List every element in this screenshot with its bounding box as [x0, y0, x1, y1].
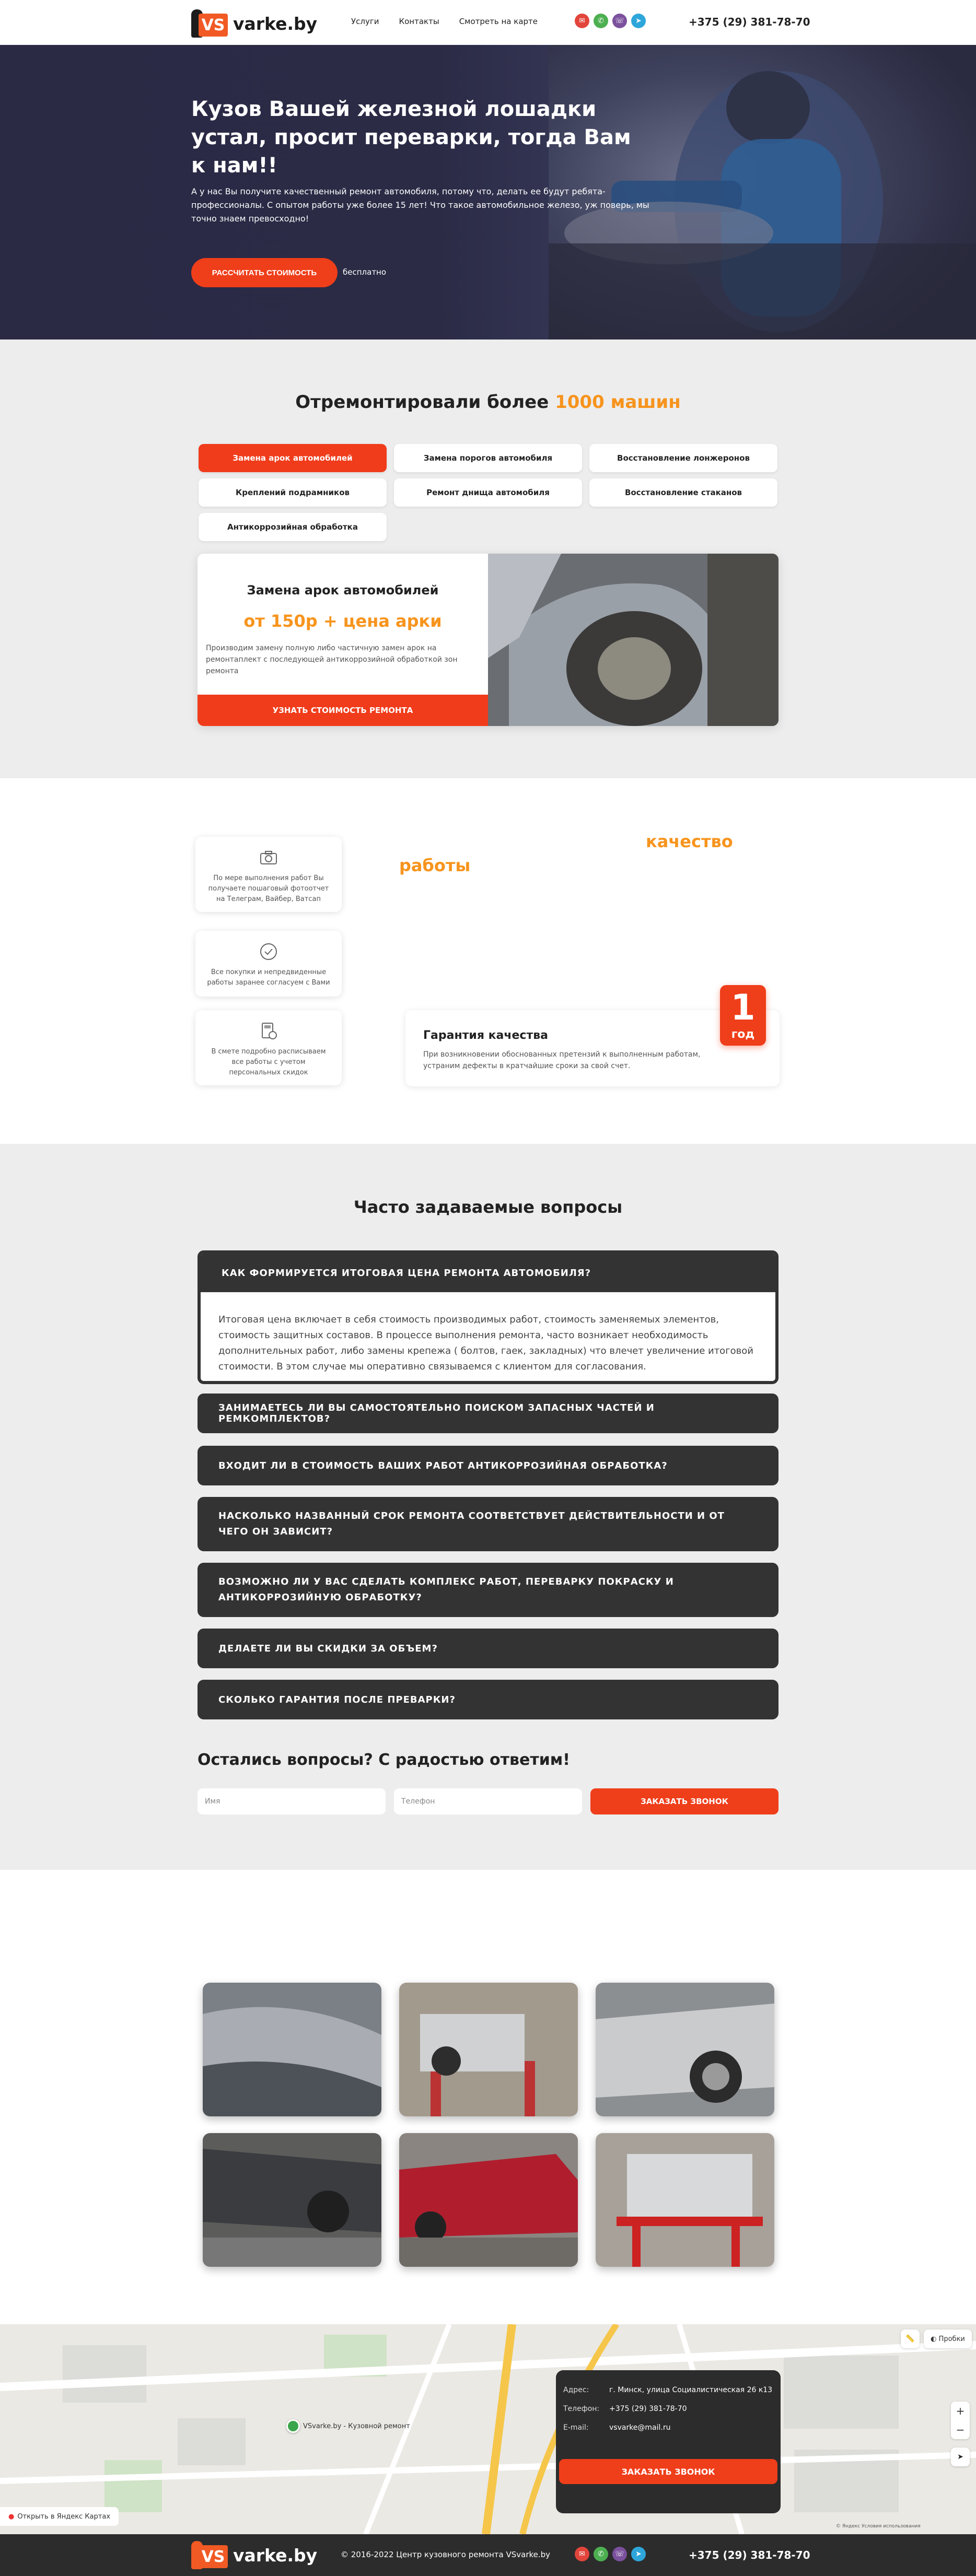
faq-answer: Итоговая цена включает в себя стоимость производимых работ, стоимость заменяемых элементов, стоимость защитных составов. В процессе выполнения ремонта, часто возникает необходимость дополнительных работ, либо замены крепежа ( болтов, гаек, закладных) что влечет увеличение итоговой стоимости. В этом случае мы оперативно связываемся с клиентом для согласования. — [218, 1314, 753, 1372]
telegram-icon[interactable]: ➤ — [631, 2547, 646, 2561]
footer-copyright: © 2016-2022 Центр кузовного ремонта VSvarke.by — [341, 2550, 551, 2559]
tab-spars[interactable]: Восстановление лонжеронов — [589, 444, 777, 472]
phone-input[interactable]: Телефон — [394, 1788, 582, 1814]
contact-email — [563, 2423, 671, 2432]
work-word: работы — [399, 856, 471, 875]
messenger-icons — [575, 14, 646, 28]
map-marker-icon: ● — [8, 2512, 15, 2521]
guarantee-title: Гарантия качества — [423, 1029, 548, 1042]
tab-floor[interactable]: Ремонт днища автомобиля — [394, 478, 582, 507]
site-footer — [0, 2534, 976, 2576]
map-section[interactable] — [0, 2324, 976, 2534]
faq-item[interactable]: ВХОДИТ ЛИ В СТОИМОСТЬ ВАШИХ РАБОТ АНТИКОРРОЗИЙНАЯ ОБРАБОТКА? — [197, 1446, 779, 1485]
gallery-photo[interactable] — [596, 1983, 774, 2116]
faq-item[interactable]: СКОЛЬКО ГАРАНТИЯ ПОСЛЕ ПРЕВАРКИ? — [197, 1680, 779, 1719]
logo[interactable] — [191, 9, 317, 38]
feature-card-agreement — [195, 931, 342, 997]
calculate-cost-button[interactable]: РАССЧИТАТЬ СТОИМОСТЬ — [191, 258, 338, 287]
gallery-photo[interactable] — [596, 2133, 774, 2267]
contact-phone — [563, 2405, 687, 2413]
request-call-button[interactable]: ЗАКАЗАТЬ ЗВОНОК — [590, 1788, 779, 1814]
gallery-section — [0, 1870, 976, 2324]
tab-sills[interactable]: Замена порогов автомобиля — [394, 444, 582, 472]
email-label: E-mail: — [563, 2423, 589, 2432]
features-section — [0, 778, 976, 1144]
footer-logo[interactable] — [191, 2541, 317, 2569]
services-title-main: Отремонтировали более — [295, 392, 555, 413]
guarantee-text: При возникновении обоснованных претензий к выполненным работам, устраним дефекты в кратчайшие сроки за свой счет. — [423, 1050, 701, 1070]
open-in-yandex-maps-link[interactable] — [0, 2507, 119, 2526]
logo-badge: VS — [199, 14, 228, 37]
zoom-control — [951, 2402, 970, 2439]
ruler-icon[interactable]: 📏 — [901, 2329, 920, 2348]
service-card — [197, 554, 779, 726]
faq-item[interactable]: НАСКОЛЬКО НАЗВАННЫЙ СРОК РЕМОНТА СООТВЕТСТВУЕТ ДЕЙСТВИТЕЛЬНОСТИ И ОТ ЧЕГО ОН ЗАВИСИТ? — [197, 1497, 779, 1551]
viber-icon[interactable]: ☏ — [612, 14, 627, 28]
services-title — [0, 392, 976, 413]
gallery-photo[interactable] — [203, 2133, 381, 2267]
feature-text: В смете подробно расписываем все работы с учетом персональных скидок — [211, 1048, 326, 1076]
faq-item[interactable]: ДЕЛАЕТЕ ЛИ ВЫ СКИДКИ ЗА ОБЪЕМ? — [197, 1629, 779, 1668]
traffic-icon: ◐ — [931, 2335, 937, 2343]
logo-text: varke.by — [233, 13, 318, 34]
site-header — [0, 0, 976, 45]
nav-contacts[interactable]: Контакты — [399, 17, 439, 26]
map-pin-label: VSvarke.by - Кузовной ремонт — [303, 2422, 410, 2430]
faq-title: Часто задаваемые вопросы — [353, 1197, 623, 1217]
gallery-photo[interactable] — [399, 1983, 578, 2116]
contact-address — [563, 2386, 772, 2394]
gallery-photo[interactable] — [203, 1983, 381, 2116]
tab-subframe[interactable]: Креплений подрамников — [199, 478, 387, 507]
nav-services[interactable]: Услуги — [351, 17, 379, 26]
find-repair-cost-button[interactable]: УЗНАТЬ СТОИМОСТЬ РЕМОНТА — [197, 695, 488, 726]
guarantee-years: 1 — [730, 987, 756, 1028]
feature-text: Все покупки и непредвиденные работы заранее согласуем с Вами — [207, 968, 330, 987]
hero-section — [0, 45, 976, 339]
zoom-in-icon[interactable]: + — [956, 2405, 965, 2417]
telegram-icon[interactable]: ➤ — [631, 14, 646, 28]
open-link-label: Открыть в Яндекс Картах — [17, 2512, 111, 2521]
traffic-label: Пробки — [938, 2335, 965, 2343]
faq-item-open — [197, 1250, 779, 1384]
feature-card-estimate — [195, 1010, 342, 1085]
tab-anticorrosion[interactable]: Антикоррозийная обработка — [199, 513, 387, 541]
viber-icon[interactable]: ☏ — [612, 2547, 627, 2561]
logo-mark — [191, 2541, 230, 2569]
traffic-button[interactable] — [924, 2329, 972, 2348]
faq-item[interactable]: ВОЗМОЖНО ЛИ У ВАС СДЕЛАТЬ КОМПЛЕКС РАБОТ, ПЕРЕВАРКУ ПОКРАСКУ И АНТИКОРРОЗИЙНУЮ ОБРАБОТКУ? — [197, 1563, 779, 1617]
map-copyright[interactable]: © Яндекс Условия использования — [836, 2524, 921, 2529]
services-section — [0, 339, 976, 778]
mail-icon[interactable]: ✉ — [575, 14, 589, 28]
map-request-call-button[interactable]: ЗАКАЗАТЬ ЗВОНОК — [559, 2459, 777, 2484]
calculator-icon — [259, 1022, 278, 1040]
main-nav — [351, 17, 538, 26]
service-card-title: Замена арок автомобилей — [247, 583, 439, 598]
feature-card-photo-report — [195, 837, 342, 912]
hero-title: Кузов Вашей железной лошадки устал, просит переварки, тогда Вам к нам!! — [191, 97, 631, 178]
tab-arches[interactable]: Замена арок автомобилей — [199, 444, 387, 472]
header-phone[interactable]: +375 (29) 381-78-70 — [689, 16, 810, 28]
zoom-out-icon[interactable]: − — [956, 2423, 965, 2436]
phone-value[interactable]: +375 (29) 381-78-70 — [609, 2405, 687, 2413]
logo-text: varke.by — [233, 2545, 318, 2566]
quality-word: качество — [646, 832, 733, 851]
nav-map[interactable]: Смотреть на карте — [459, 17, 538, 26]
feature-text: По мере выполнения работ Вы получаете пошаговый фотоотчет на Телеграм, Вайбер, Ватсап — [208, 874, 329, 903]
check-circle-icon — [259, 942, 278, 961]
map-pin-icon[interactable] — [286, 2419, 300, 2433]
service-card-photo — [488, 554, 779, 726]
map-canvas[interactable] — [0, 2324, 976, 2534]
address-label: Адрес: — [563, 2386, 589, 2394]
whatsapp-icon[interactable]: ✆ — [594, 2547, 608, 2561]
service-card-price: от 150р + цена арки — [243, 611, 442, 631]
hero-subtitle: А у нас Вы получите качественный ремонт автомобиля, потому что, делать ее будут ребята-профессионалы. С опытом работы уже более 15 лет! Что такое автомобильное железо, уж поверь, мы точно знаем превосходно! — [191, 186, 649, 224]
service-card-description: Производим замену полную либо частичную замен арок на ремонтаплект с последующей антикоррозийной обработкой зон ремонта — [206, 644, 458, 675]
logo-badge: VS — [199, 2545, 228, 2568]
geolocation-icon[interactable]: ➤ — [951, 2448, 970, 2466]
camera-icon — [259, 848, 278, 867]
mail-icon[interactable]: ✉ — [575, 2547, 589, 2561]
logo-mark — [191, 9, 230, 38]
gallery-photo[interactable] — [399, 2133, 578, 2267]
address-value: г. Минск, улица Социалистическая 26 к13 — [609, 2386, 773, 2394]
tab-cups[interactable]: Восстановление стаканов — [589, 478, 777, 507]
hero-button-note: бесплатно — [343, 267, 387, 277]
faq-section — [0, 1144, 976, 1870]
faq-question[interactable]: КАК ФОРМИРУЕТСЯ ИТОГОВАЯ ЦЕНА РЕМОНТА АВТОМОБИЛЯ? — [201, 1254, 775, 1292]
guarantee-unit: год — [731, 1028, 755, 1041]
footer-phone[interactable]: +375 (29) 381-78-70 — [689, 2549, 810, 2561]
whatsapp-icon[interactable]: ✆ — [594, 14, 608, 28]
phone-label: Телефон: — [563, 2405, 600, 2413]
questions-title: Остались вопросы? С радостью ответим! — [197, 1751, 570, 1769]
guarantee-badge — [720, 985, 766, 1046]
faq-item[interactable]: ЗАНИМАЕТЕСЬ ЛИ ВЫ САМОСТОЯТЕЛЬНО ПОИСКОМ ЗАПАСНЫХ ЧАСТЕЙ И РЕМКОМПЛЕКТОВ? — [197, 1394, 779, 1433]
email-value[interactable]: vsvarke@mail.ru — [609, 2423, 671, 2432]
messenger-icons — [575, 2547, 646, 2561]
contact-card — [556, 2370, 781, 2513]
name-input[interactable]: Имя — [197, 1788, 386, 1814]
services-title-accent: 1000 машин — [555, 392, 681, 413]
